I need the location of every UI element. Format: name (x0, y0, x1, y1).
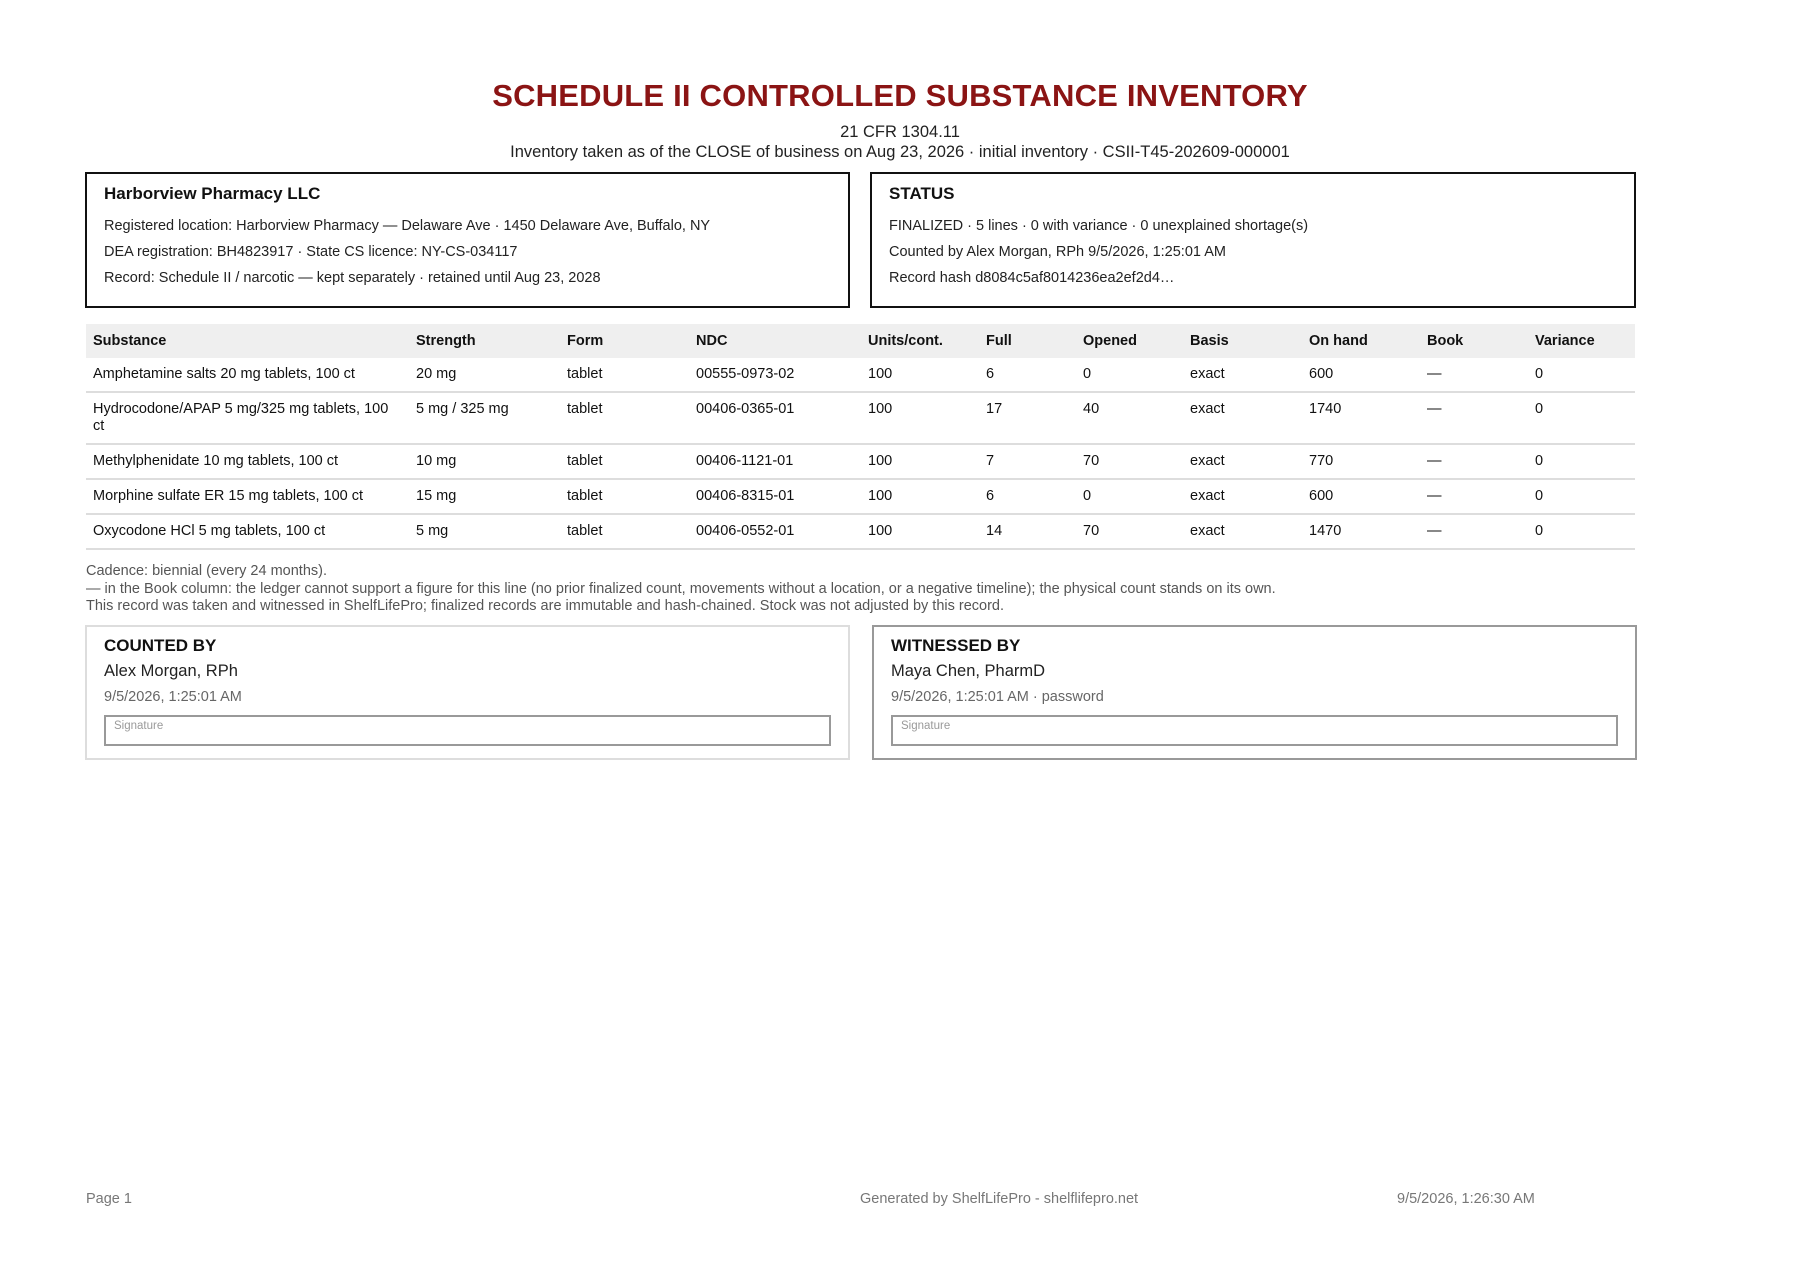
status-counted-by: Counted by Alex Morgan, RPh 9/5/2026, 1:25:01 AM (889, 244, 1226, 260)
column-header: Strength (409, 324, 560, 358)
units-cell: 100 (861, 358, 979, 392)
registrant-name: Harborview Pharmacy LLC (104, 184, 321, 203)
basis-cell: exact (1183, 514, 1302, 549)
counted-by-date: 9/5/2026, 1:25:01 AM (104, 689, 242, 705)
table-row (86, 444, 1635, 479)
column-header: Substance (86, 324, 409, 358)
book-cell: — (1420, 392, 1528, 444)
book-cell: — (1420, 514, 1528, 549)
status-box (870, 172, 1636, 308)
full-cell: 6 (979, 479, 1076, 514)
strength-cell: 5 mg (409, 514, 560, 549)
form-cell: tablet (560, 479, 689, 514)
inventory-table (86, 324, 1635, 550)
full-cell: 6 (979, 358, 1076, 392)
registered-location: Registered location: Harborview Pharmacy — Delaware Ave · 1450 Delaware Ave, Buffalo, NY (104, 218, 711, 234)
table-row (86, 479, 1635, 514)
variance-cell: 0 (1528, 514, 1635, 549)
form-cell: tablet (560, 392, 689, 444)
page-number: Page 1 (86, 1191, 132, 1207)
signature-field-label: Signature (114, 720, 164, 732)
cadence-note: Cadence: biennial (every 24 months). (86, 563, 327, 579)
opened-cell: 70 (1076, 514, 1183, 549)
inventory-date-line: Inventory taken as of the CLOSE of business on Aug 23, 2026 · initial inventory · CSII-T45-202609-000001 (510, 143, 1290, 161)
witnessed-by-heading: WITNESSED BY (891, 636, 1021, 655)
column-header: Units/cont. (861, 324, 979, 358)
units-cell: 100 (861, 444, 979, 479)
units-cell: 100 (861, 514, 979, 549)
opened-cell: 0 (1076, 479, 1183, 514)
generated-timestamp: 9/5/2026, 1:26:30 AM (1397, 1191, 1535, 1207)
on-hand-cell: 1470 (1302, 514, 1420, 549)
opened-cell: 70 (1076, 444, 1183, 479)
on-hand-cell: 770 (1302, 444, 1420, 479)
book-cell: — (1420, 479, 1528, 514)
on-hand-cell: 600 (1302, 358, 1420, 392)
basis-cell: exact (1183, 358, 1302, 392)
record-integrity-note: This record was taken and witnessed in ShelfLifePro; finalized records are immutable and hash-chained. Stock was not adjusted by this record. (86, 598, 1005, 614)
status-summary: FINALIZED · 5 lines · 0 with variance · 0 unexplained shortage(s) (889, 218, 1309, 234)
ndc-cell: 00406-8315-01 (689, 479, 861, 514)
book-column-note: — in the Book column: the ledger cannot support a figure for this line (no prior finalized count, movements without a location, or a negative timeline); the physical count stands on its own. (86, 580, 1276, 597)
substance-cell: Morphine sulfate ER 15 mg tablets, 100 ct (86, 479, 409, 514)
signature-field-label: Signature (901, 720, 951, 732)
form-cell: tablet (560, 444, 689, 479)
substance-cell: Hydrocodone/APAP 5 mg/325 mg tablets, 100 ct (86, 392, 409, 444)
witnessed-by-box (872, 625, 1637, 760)
counted-by-name: Alex Morgan, RPh (104, 662, 238, 680)
table-row (86, 358, 1635, 392)
variance-cell: 0 (1528, 392, 1635, 444)
column-header: NDC (689, 324, 861, 358)
column-header: Book (1420, 324, 1528, 358)
ndc-cell: 00406-0365-01 (689, 392, 861, 444)
book-cell: — (1420, 358, 1528, 392)
counted-by-signature-field[interactable] (104, 715, 831, 746)
counted-by-box (85, 625, 850, 760)
basis-cell: exact (1183, 392, 1302, 444)
substance-cell: Oxycodone HCl 5 mg tablets, 100 ct (86, 514, 409, 549)
book-cell: — (1420, 444, 1528, 479)
record-hash: Record hash d8084c5af8014236ea2ef2d4… (889, 270, 1175, 286)
table-row (86, 392, 1635, 444)
form-cell: tablet (560, 358, 689, 392)
variance-cell: 0 (1528, 444, 1635, 479)
column-header: Opened (1076, 324, 1183, 358)
strength-cell: 10 mg (409, 444, 560, 479)
strength-cell: 20 mg (409, 358, 560, 392)
on-hand-cell: 1740 (1302, 392, 1420, 444)
generated-by: Generated by ShelfLifePro - shelflifepro.net (860, 1191, 1139, 1207)
strength-cell: 15 mg (409, 479, 560, 514)
registration-numbers: DEA registration: BH4823917 · State CS licence: NY-CS-034117 (104, 244, 518, 260)
document-title: SCHEDULE II CONTROLLED SUBSTANCE INVENTORY (492, 78, 1308, 113)
ndc-cell: 00406-0552-01 (689, 514, 861, 549)
full-cell: 17 (979, 392, 1076, 444)
counted-by-heading: COUNTED BY (104, 636, 217, 655)
substance-cell: Amphetamine salts 20 mg tablets, 100 ct (86, 358, 409, 392)
column-header: Variance (1528, 324, 1635, 358)
column-header: Full (979, 324, 1076, 358)
column-header: Basis (1183, 324, 1302, 358)
registrant-box (85, 172, 850, 308)
substance-cell: Methylphenidate 10 mg tablets, 100 ct (86, 444, 409, 479)
regulation-reference: 21 CFR 1304.11 (840, 123, 960, 141)
witnessed-by-signature-field[interactable] (891, 715, 1618, 746)
opened-cell: 0 (1076, 358, 1183, 392)
column-header: On hand (1302, 324, 1420, 358)
full-cell: 14 (979, 514, 1076, 549)
status-heading: STATUS (889, 184, 955, 203)
table-header-row (86, 324, 1635, 358)
opened-cell: 40 (1076, 392, 1183, 444)
units-cell: 100 (861, 392, 979, 444)
witnessed-by-date: 9/5/2026, 1:25:01 AM · password (891, 689, 1104, 705)
ndc-cell: 00555-0973-02 (689, 358, 861, 392)
variance-cell: 0 (1528, 479, 1635, 514)
basis-cell: exact (1183, 479, 1302, 514)
witnessed-by-name: Maya Chen, PharmD (891, 662, 1046, 680)
on-hand-cell: 600 (1302, 479, 1420, 514)
ndc-cell: 00406-1121-01 (689, 444, 861, 479)
record-retention: Record: Schedule II / narcotic — kept separately · retained until Aug 23, 2028 (104, 270, 601, 286)
strength-cell: 5 mg / 325 mg (409, 392, 560, 444)
units-cell: 100 (861, 479, 979, 514)
table-row (86, 514, 1635, 549)
variance-cell: 0 (1528, 358, 1635, 392)
column-header: Form (560, 324, 689, 358)
form-cell: tablet (560, 514, 689, 549)
full-cell: 7 (979, 444, 1076, 479)
basis-cell: exact (1183, 444, 1302, 479)
footnotes (86, 563, 1646, 616)
